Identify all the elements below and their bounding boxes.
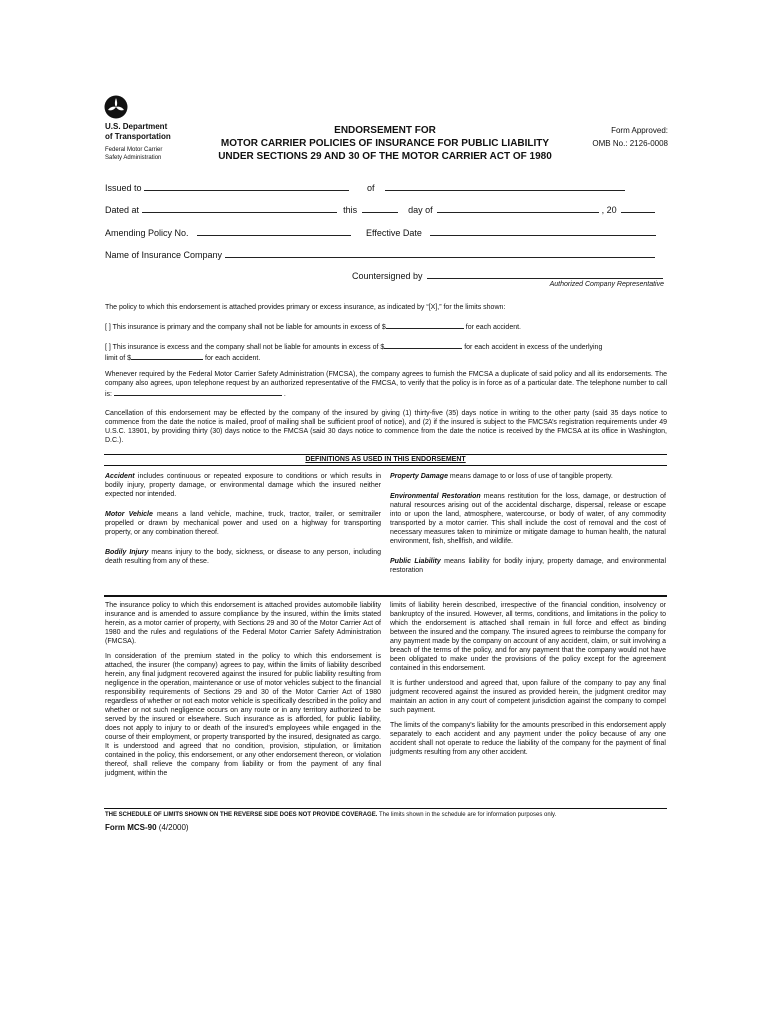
footer-rule	[104, 808, 667, 809]
section-divider	[104, 595, 667, 597]
excess-text-d: for each accident.	[205, 355, 261, 362]
form-date: (4/2000)	[158, 823, 189, 832]
dept-name-line2: of Transportation	[105, 132, 171, 141]
def-motor-vehicle	[105, 510, 381, 537]
of-row	[367, 181, 625, 194]
primary-text-b: for each accident.	[465, 324, 522, 331]
amending-label: Amending Policy No.	[105, 228, 189, 238]
terms-left-p1: The insurance policy to which this endorsement is attached provides automobile liability insurance and is amended to assure compliance by the insured, within the limits stated herein, as a motor carrier of property, with Sections 29 and 30 of the Motor Carrier Act of 1980 and the rules and regulations of the Federal Motor Carrier Safety Administration (FMCSA).	[105, 602, 381, 645]
terms-right-p2: It is further understood and agreed that, upon failure of the company to pay any final judgment recovered against the insured as provided herein, the judgment creditor may maintain an action in any court of competent jurisdiction against the company to compel such payment.	[390, 680, 666, 714]
dated-at-label: Dated at	[105, 205, 140, 215]
dated-at-row	[105, 203, 655, 216]
effective-field[interactable]	[430, 226, 656, 236]
dot-logo-icon	[104, 95, 128, 119]
definitions-bottom-rule	[104, 465, 667, 466]
month-field[interactable]	[437, 203, 599, 213]
primary-text-a: [ ] This insurance is primary and the company shall not be liable for amounts in excess of $	[105, 324, 386, 331]
footer-note-rest: The limits shown in the schedule are for information purposes only.	[378, 812, 557, 818]
countersigned-label: Countersigned by	[352, 271, 423, 281]
year-field[interactable]	[621, 203, 655, 213]
def-accident	[105, 472, 381, 499]
form-number-label: Form MCS-90	[105, 823, 157, 832]
year-prefix: , 20	[601, 205, 617, 215]
property-damage-term: Property Damage	[390, 473, 448, 480]
amending-field[interactable]	[197, 226, 351, 236]
day-field[interactable]	[362, 203, 398, 213]
definitions-heading: DEFINITIONS AS USED IN THIS ENDORSEMENT	[305, 456, 466, 463]
company-field[interactable]	[225, 248, 655, 258]
title-line2: MOTOR CARRIER POLICIES OF INSURANCE FOR PUBLIC LIABILITY	[220, 138, 550, 149]
excess-text-c: limit of $	[105, 355, 132, 362]
public-liability-text: means liability for bodily injury, property damage, and environmental restoration	[390, 558, 666, 574]
fmcsa-text: Whenever required by the Federal Motor Carrier Safety Administration (FMCSA), the company agrees to furnish the FMCSA a duplicate of said policy and all its endorsements. The company also agrees, upon telephone request by an authorized representative of the FMCSA, to verify that the policy is in force as of a particular date. The telephone number to call is:	[105, 371, 667, 398]
accident-term: Accident	[105, 473, 135, 480]
admin-name-line1: Federal Motor Carrier	[105, 147, 163, 153]
day-of-label: day of	[408, 205, 433, 215]
env-restoration-term: Environmental Restoration	[390, 493, 481, 500]
env-restoration-text: means restitution for the loss, damage, or destruction of natural resources arising out of the accidental discharge, dispersal, release or escape into or upon the land, atmosphere, watercourse, or body of water, of any commodity transported by a motor carrier. This shall include the cost of removal and the cost of necessary measures taken to minimize or mitigate damage to human health, the natural environment, fish, shellfish, and wildlife.	[390, 493, 667, 545]
terms-left-p2: In consideration of the premium stated in the policy to which this endorsement is attached, the insurer (the company) agrees to pay, within the limits of liability described herein, any final judgment recovered against the insured for public liability resulting from negligence in the operation, maintenance or use of motor vehicles subject to the financial responsibility requirements of Sections 29 and 30 of the Motor Carrier Act of 1980 regardless of whether or not each motor vehicle is specifically described in the policy and whether or not such negligence occurs on any route or in any territory authorized to be served by the insured or elsewhere. Such insurance as is afforded, for public liability, does not apply to injury to or death of the insured's employees while engaged in the course of their employment, or property transported by the insured, designated as cargo. It is understood and agreed that no condition, provision, stipulation, or limitation contained in the policy, this endorsement, or any other endorsement thereon, or violation thereof, shall relieve the company from liability or from the payment of any final judgment, within the	[105, 653, 381, 777]
authorized-rep-caption: Authorized Company Representative	[549, 281, 664, 288]
title-line3: UNDER SECTIONS 29 AND 30 OF THE MOTOR CARRIER ACT OF 1980	[218, 151, 552, 162]
bodily-injury-term: Bodily Injury	[105, 549, 149, 556]
issued-to-field[interactable]	[144, 181, 349, 191]
terms-right-column	[390, 601, 666, 757]
company-label: Name of Insurance Company	[105, 250, 223, 260]
company-row	[105, 248, 655, 261]
effective-row	[366, 226, 656, 239]
accident-text: includes continuous or repeated exposure to conditions or which results in bodily injury, property damage, or environmental damage which the insured neither expected nor intended.	[105, 473, 381, 498]
cancellation-paragraph: Cancellation of this endorsement may be effected by the company of the insured by giving (1) thirty-five (35) days notice in writing to the other party (said 35 days notice to commence from the date the notice is mailed, proof of mailing shall be sufficient proof of notice), and (2) if the insured is subject to the FMCSA’s registration requirements under 49 U.S.C. 13901, by providing thirty (30) days notice to the FMCSA (said 30 days notice to commence from the date the notice is received by the FMCSA at its office in Washington, D.C.).	[105, 410, 667, 444]
excess-text-b: for each accident in excess of the underlying	[464, 344, 603, 351]
admin-name-line2: Safety Administration	[105, 155, 162, 161]
def-bodily-injury	[105, 548, 381, 566]
terms-right-p1: limits of liability herein described, irrespective of the financial condition, insolvency or bankruptcy of the insured. However, all terms, conditions, and limitations in the policy to which the endorsement is attached shall remain in full force and effect as binding between the insured and the company. The insured agrees to reimburse the company for any payment made by the company on account of any accident, claim, or suit involving a breach of the terms of the policy, and for any payment that the company would not have been obligated to make under the provisions of the policy except for the agreement contained in this endorsement.	[390, 602, 666, 672]
motor-vehicle-text: means a land vehicle, machine, truck, tractor, trailer, or semitrailer propelled or drawn by mechanical power and used on a highway for transporting property, or any combination thereof.	[105, 511, 381, 536]
of-label: of	[367, 183, 375, 193]
form-approved-label: Form Approved:	[611, 126, 668, 135]
dated-at-field[interactable]	[142, 203, 337, 213]
public-liability-term: Public Liability	[390, 558, 441, 565]
amending-row	[105, 226, 351, 239]
excess-option	[105, 341, 670, 363]
form-approved	[574, 126, 668, 149]
policy-intro: The policy to which this endorsement is attached provides primary or excess insurance, as indicated by “[X],” for the limits shown:	[105, 304, 506, 311]
fmcsa-paragraph: Whenever required by the Federal Motor Carrier Safety Administration (FMCSA), the company agrees to furnish the FMCSA a duplicate of said policy and all its endorsements. The company also agrees, upon telephone request by an authorized representative of the FMCSA, to verify that the policy is in force as of a particular date. The telephone number to call is: .	[105, 371, 667, 398]
motor-vehicle-term: Motor Vehicle	[105, 511, 153, 518]
def-property-damage	[390, 472, 666, 481]
underlying-limit-field[interactable]	[131, 352, 203, 360]
def-environmental-restoration	[390, 492, 666, 546]
title-line1: ENDORSEMENT FOR	[334, 125, 436, 136]
definitions-left-column	[105, 472, 381, 566]
issued-to-row	[105, 181, 349, 194]
excess-text-a: [ ] This insurance is excess and the company shall not be liable for amounts in excess of $	[105, 344, 385, 351]
form-number	[105, 823, 189, 833]
primary-amount-field[interactable]	[386, 321, 464, 329]
footer-note	[105, 811, 670, 819]
form-title	[190, 124, 580, 163]
countersigned-field[interactable]	[427, 269, 663, 279]
definitions-right-column	[390, 472, 666, 575]
terms-left-column	[105, 601, 381, 778]
telephone-field[interactable]	[114, 388, 282, 396]
effective-label: Effective Date	[366, 228, 422, 238]
this-label: this	[343, 205, 358, 215]
bodily-injury-text: means injury to the body, sickness, or disease to any person, including death resulting from any of these.	[105, 549, 381, 565]
footer-note-caps: THE SCHEDULE OF LIMITS SHOWN ON THE REVERSE SIDE DOES NOT PROVIDE COVERAGE.	[105, 812, 378, 818]
omb-number: OMB No.: 2126-0008	[592, 139, 668, 148]
def-public-liability	[390, 557, 666, 575]
of-field[interactable]	[385, 181, 625, 191]
primary-option	[105, 321, 670, 332]
terms-right-p3: The limits of the company's liability for the amounts prescribed in this endorsement apply separately to each accident and any payment under the policy because of any one accident shall not operate to reduce the liability of the company for the payment of final judgments resulting from any other accident.	[390, 722, 666, 756]
excess-amount-field[interactable]	[384, 341, 462, 349]
issued-to-label: Issued to	[105, 183, 142, 193]
property-damage-text: means damage to or loss of use of tangible property.	[447, 473, 613, 480]
dept-name-line1: U.S. Department	[105, 122, 168, 131]
